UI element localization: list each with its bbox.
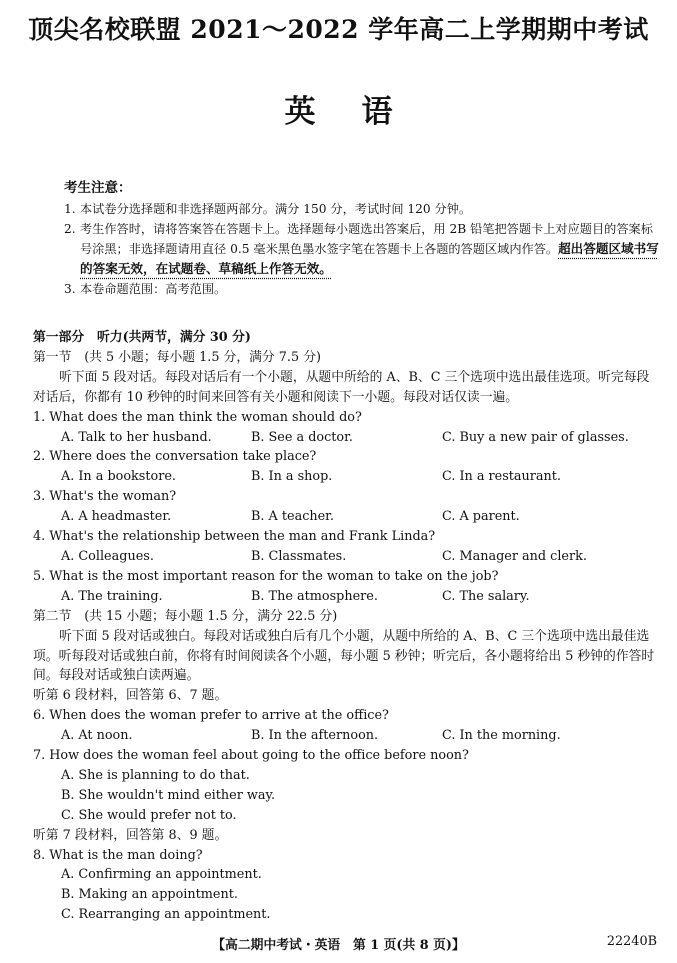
option-row <box>33 428 655 448</box>
footer-page-info: 【高二期中考试・英语 第 1 页(共 8 页)】 <box>212 938 465 953</box>
notice-item <box>64 199 664 219</box>
option-b: B. The atmosphere. <box>251 588 378 604</box>
section-heading: 第一节 (共 5 小题；每小题 1.5 分，满分 7.5 分) <box>33 349 321 365</box>
option-row <box>33 467 655 487</box>
option-c: C. Rearranging an appointment. <box>61 907 271 923</box>
exam-code: 22240B <box>606 934 657 949</box>
subject-title: 英语 <box>284 94 439 130</box>
option-b: B. Classmates. <box>251 548 347 564</box>
material-note: 听第 7 段材料，回答第 8、9 题。 <box>33 827 228 843</box>
question-stem: 6. When does the woman prefer to arrive at the office? <box>33 708 389 724</box>
question-stem: 7. How does the woman feel about going to the office before noon? <box>33 748 469 764</box>
question-stem: 3. What's the woman? <box>33 489 177 505</box>
option-a: A. A headmaster. <box>61 509 172 525</box>
option-a: A. She is planning to do that. <box>61 767 250 783</box>
question-stem: 4. What's the relationship between the man and Frank Linda? <box>33 529 436 545</box>
notice-emphasis: 超出答题区域书写的答案无效，在试题卷、草稿纸上作答无效。 <box>80 241 659 276</box>
option-b: B. A teacher. <box>251 509 334 525</box>
section-instructions: 听下面 5 段对话。每段对话后有一个小题，从题中所给的 A、B、C 三个选项中选出最佳选项。听完每段对话后，你都有 10 秒钟的时间来回答有关小题和阅读下一小题。每段对话仅读一遍。 <box>33 369 650 405</box>
option-row <box>33 547 655 567</box>
option-row <box>33 507 655 527</box>
option-a: A. In a bookstore. <box>61 469 176 485</box>
notice-item-text: 本试卷分选择题和非选择题两部分。满分 150 分，考试时间 120 分钟。 <box>80 202 472 216</box>
option-c: C. A parent. <box>442 509 520 525</box>
option-c: C. In a restaurant. <box>442 469 562 485</box>
option-a: A. Colleagues. <box>61 548 154 564</box>
notice-item-number: 2. <box>64 222 76 236</box>
notice-section <box>64 178 664 299</box>
option-c: C. She would prefer not to. <box>61 807 237 823</box>
notice-item-text: 考生作答时，请将答案答在答题卡上。选择题每小题选出答案后，用 2B 铅笔把答题卡上对应题目的答案标号涂黑；非选择题请用直径 0.5 毫米黑色墨水签字笔在答题卡上各题的答题区域内作答。 <box>80 222 653 256</box>
notice-item-number: 1. <box>64 202 76 216</box>
option-c: C. In the morning. <box>442 728 561 744</box>
option-c: C. Manager and clerk. <box>442 548 587 564</box>
option-b: B. See a doctor. <box>251 429 353 445</box>
question-stem: 1. What does the man think the woman should do? <box>33 409 362 425</box>
notice-item <box>64 219 664 279</box>
question-stem: 5. What is the most important reason for the woman to take on the job? <box>33 568 499 584</box>
option-c: C. The salary. <box>442 588 530 604</box>
option-b: B. In the afternoon. <box>251 728 379 744</box>
material-note: 听第 6 段材料，回答第 6、7 题。 <box>33 688 228 704</box>
notice-heading: 考生注意： <box>64 180 132 196</box>
section-instructions: 听下面 5 段对话或独白。每段对话或独白后有几个小题，从题中所给的 A、B、C 三个选项中选出最佳选项。听每段对话或独白前，你将有时间阅读各个小题，每小题 5 秒钟；听完后，各小题将给出 5 秒钟的作答时间。每段对话或独白读两遍。 <box>33 628 655 684</box>
option-row <box>33 726 655 746</box>
option-b: B. She wouldn't mind either way. <box>61 787 276 803</box>
option-a: A. At noon. <box>61 728 133 744</box>
listening-part <box>33 328 655 925</box>
option-a: A. The training. <box>61 588 163 604</box>
notice-item <box>64 279 664 299</box>
option-a: A. Talk to her husband. <box>61 429 212 445</box>
question-stem: 2. Where does the conversation take place? <box>33 449 317 465</box>
option-row <box>33 587 655 607</box>
option-b: B. Making an appointment. <box>61 887 238 903</box>
option-b: B. In a shop. <box>251 469 333 485</box>
notice-item-text: 本卷命题范围：高考范围。 <box>80 282 227 296</box>
notice-item-number: 3. <box>64 282 76 296</box>
exam-title: 顶尖名校联盟 2021～2022 学年高二上学期期中考试 <box>28 15 649 44</box>
option-a: A. Confirming an appointment. <box>61 867 262 883</box>
option-c: C. Buy a new pair of glasses. <box>442 429 629 445</box>
part-heading: 第一部分 听力(共两节，满分 30 分) <box>33 330 251 345</box>
section-heading: 第二节 (共 15 小题；每小题 1.5 分，满分 22.5 分) <box>33 608 338 624</box>
question-stem: 8. What is the man doing? <box>33 847 203 863</box>
